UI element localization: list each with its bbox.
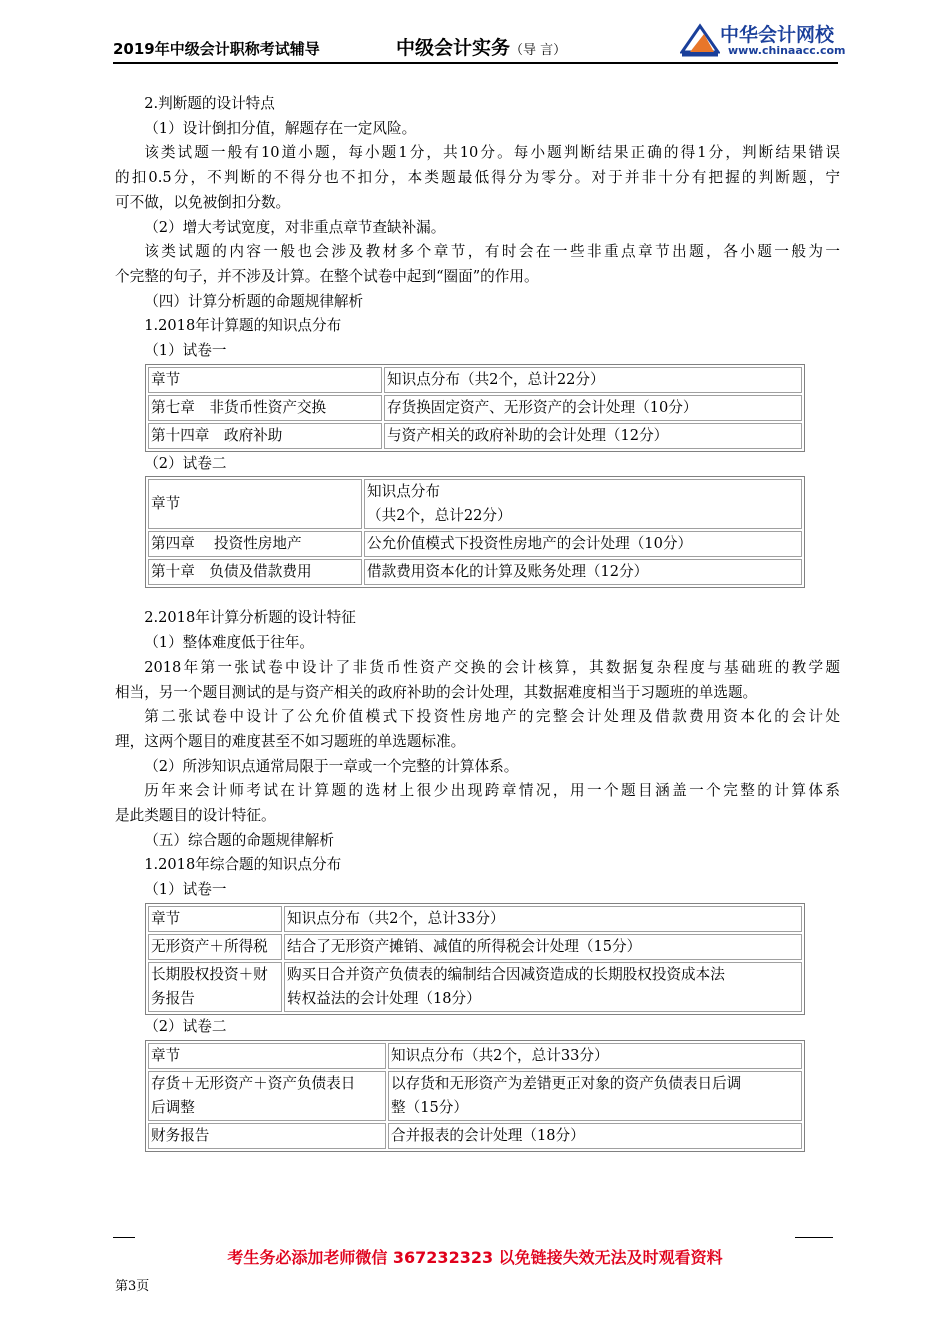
calc-table-paper1 (145, 364, 805, 452)
table-cell: 第七章 非货币性资产交换 (148, 395, 382, 421)
calc-table-paper2 (145, 476, 805, 588)
table-row (148, 1123, 802, 1149)
paragraph-line: 理，这两个题目的难度甚至不如习题班的单选题标准。 (115, 732, 466, 750)
section-title: 2.判断题的设计特点 (144, 95, 275, 112)
table-header-cell: 章节 (148, 1043, 386, 1069)
logo-url: www.chinaacc.com (728, 44, 846, 57)
table-cell (148, 962, 282, 1012)
table-header-cell (364, 479, 802, 529)
header-line: 知识点分布 (367, 483, 440, 501)
paragraph: （2）增大考试宽度，对非重点章节查缺补漏。 (144, 218, 446, 236)
comprehensive-table-paper1 (145, 903, 805, 1015)
paragraph: （1）整体难度低于往年。 (144, 634, 315, 652)
table-row (148, 1071, 802, 1121)
table-cell (388, 1071, 802, 1121)
section-heading: （五）综合题的命题规律解析 (144, 831, 334, 849)
logo-mark-icon (680, 22, 720, 58)
table-cell: 第四章 投资性房地产 (148, 531, 362, 557)
subsection-title: 1.2018年综合题的知识点分布 (144, 856, 342, 874)
cell-line: 购买日合并资产负债表的编制结合因减资造成的长期股权投资成本法 (287, 965, 725, 983)
table-header-row (148, 479, 802, 529)
paper-label: （1）试卷一 (144, 342, 227, 360)
paragraph-line: 该类试题的内容一般也会涉及教材多个章节，有时会在一些非重点章节出题，各小题一般为一 (144, 243, 840, 261)
table-cell: 合并报表的会计处理（18分） (388, 1123, 802, 1149)
paragraph-line: 该类试题一般有10道小题，每小题1分，共10分。每小题判断结果正确的得1分，判断结果错误 (144, 144, 840, 162)
subsection-title: 1.2018年计算题的知识点分布 (144, 317, 342, 335)
paragraph-line: 的扣0.5分，不判断的不得分也不扣分，本类题最低得分为零分。对于并非十分有把握的判断题，宁 (115, 169, 840, 187)
paragraph-line: 2018年第一张试卷中设计了非货币性资产交换的会计核算，其数据复杂程度与基础班的教学题 (144, 658, 840, 676)
header-subject (396, 33, 566, 60)
comprehensive-table-paper2 (145, 1040, 805, 1152)
paragraph-line: 是此类题目的设计特征。 (115, 807, 276, 825)
table-header-cell: 章节 (148, 367, 382, 393)
cell-line: 存货＋无形资产＋资产负债表日 (151, 1074, 356, 1092)
paragraph-line: 个完整的句子，并不涉及计算。在整个试卷中起到“圈面”的作用。 (115, 267, 539, 285)
paper-label: （2）试卷二 (144, 454, 227, 472)
table-cell: 存货换固定资产、无形资产的会计处理（10分） (384, 395, 802, 421)
cell-line: 整（15分） (391, 1098, 468, 1116)
paragraph: （2）所涉知识点通常局限于一章或一个完整的计算体系。 (144, 757, 519, 775)
paragraph: （1）设计倒扣分值，解题存在一定风险。 (144, 119, 417, 137)
cell-line: 务报告 (151, 989, 195, 1007)
paper-label: （2）试卷二 (144, 1017, 227, 1035)
header-course-title: 2019年中级会计职称考试辅导 (113, 40, 320, 58)
table-row (148, 962, 802, 1012)
footer-rule-right (795, 1237, 833, 1238)
page-header (113, 18, 846, 59)
cell-line: 以存货和无形资产为差错更正对象的资产负债表日后调 (391, 1074, 742, 1092)
table-row (148, 395, 802, 421)
table-row (148, 559, 802, 585)
table-header-cell: 章节 (148, 479, 362, 529)
spacer (115, 588, 840, 606)
footer-rule-left (113, 1237, 135, 1238)
table-header-cell: 知识点分布（共2个，总计22分） (384, 367, 802, 393)
header-subject-note: （导 言） (510, 43, 567, 58)
table-cell: 第十章 负债及借款费用 (148, 559, 362, 585)
table-row (148, 934, 802, 960)
page-number: 第3页 (115, 1279, 150, 1294)
table-header-row (148, 367, 802, 393)
table-cell: 财务报告 (148, 1123, 386, 1149)
paper-label: （1）试卷一 (144, 881, 227, 899)
table-header-row (148, 1043, 802, 1069)
table-cell: 无形资产＋所得税 (148, 934, 282, 960)
header-line: （共2个，总计22分） (367, 507, 512, 525)
header-subject-name: 中级会计实务 (396, 37, 511, 59)
table-header-cell: 知识点分布（共2个，总计33分） (284, 906, 802, 932)
table-header-row (148, 906, 802, 932)
footer-wechat-note: 考生务必添加老师微信 367232323 以免链接失效无法及时观看资料 (227, 1248, 723, 1267)
table-cell: 借款费用资本化的计算及账务处理（12分） (364, 559, 802, 585)
school-logo (680, 20, 846, 60)
paragraph-line: 历年来会计师考试在计算题的选材上很少出现跨章情况，用一个题目涵盖一个完整的计算体系 (144, 782, 840, 800)
header-divider (113, 62, 838, 64)
table-row (148, 423, 802, 449)
cell-line: 后调整 (151, 1098, 195, 1116)
table-cell (284, 962, 802, 1012)
paragraph-line: 第二张试卷中设计了公允价值模式下投资性房地产的完整会计处理及借款费用资本化的会计处 (144, 708, 840, 726)
table-cell (148, 1071, 386, 1121)
document-body (115, 92, 840, 1152)
table-header-cell: 知识点分布（共2个，总计33分） (388, 1043, 802, 1069)
section-heading: （四）计算分析题的命题规律解析 (144, 292, 364, 310)
table-row (148, 531, 802, 557)
paragraph-line: 相当，另一个题目测试的是与资产相关的政府补助的会计处理，其数据难度相当于习题班的单选题。 (115, 683, 758, 701)
subsection-title: 2.2018年计算分析题的设计特征 (144, 609, 356, 627)
table-cell: 与资产相关的政府补助的会计处理（12分） (384, 423, 802, 449)
table-cell: 公允价值模式下投资性房地产的会计处理（10分） (364, 531, 802, 557)
cell-line: 转权益法的会计处理（18分） (287, 989, 481, 1007)
paragraph-line: 可不做，以免被倒扣分数。 (115, 193, 291, 211)
table-header-cell: 章节 (148, 906, 282, 932)
table-cell: 第十四章 政府补助 (148, 423, 382, 449)
cell-line: 长期股权投资＋财 (151, 965, 268, 983)
logo-name: 中华会计网校 (720, 24, 835, 46)
table-cell: 结合了无形资产摊销、减值的所得税会计处理（15分） (284, 934, 802, 960)
